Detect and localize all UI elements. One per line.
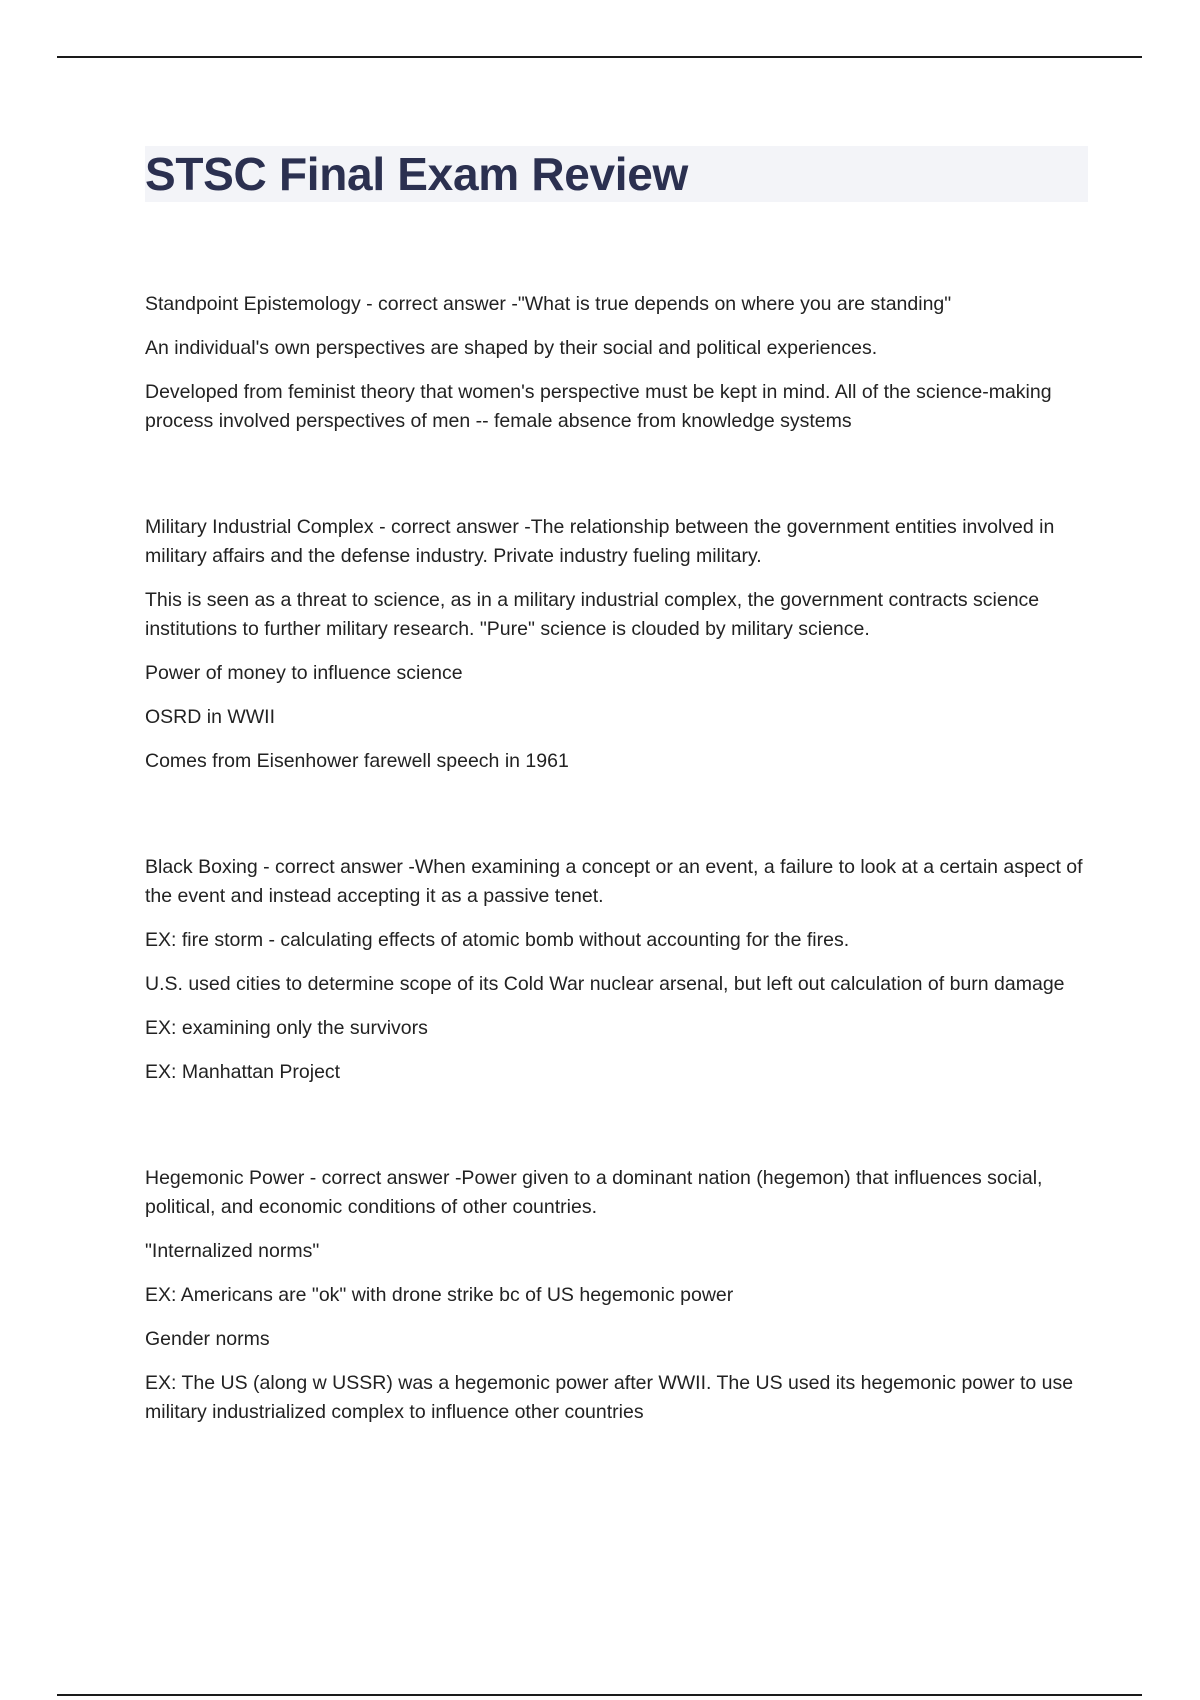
entry-definition: Hegemonic Power - correct answer -Power given to a dominant nation (hegemon) that influences social, political, and economic conditions of other countries. [145, 1167, 1043, 1218]
entry-definition: Black Boxing - correct answer -When examining a concept or an event, a failure to look at a certain aspect of the event and instead accepting it as a passive tenet. [145, 856, 1083, 907]
entry-note: EX: The US (along w USSR) was a hegemonic power after WWII. The US used its hegemonic power to use military industrialized complex to influence other countries [145, 1372, 1074, 1423]
entry-note: Comes from Eisenhower farewell speech in 1961 [145, 750, 569, 772]
entry-military-industrial-complex [145, 513, 1090, 776]
entry-definition: Standpoint Epistemology - correct answer -"What is true depends on where you are standing" [145, 293, 952, 315]
top-rule [57, 56, 1142, 58]
entry-note: EX: Americans are "ok" with drone strike bc of US hegemonic power [145, 1284, 734, 1306]
entry-note: Power of money to influence science [145, 662, 463, 684]
page-title: STSC Final Exam Review [145, 148, 689, 200]
entry-note: U.S. used cities to determine scope of its Cold War nuclear arsenal, but left out calculation of burn damage [145, 973, 1065, 995]
entry-hegemonic-power [145, 1164, 1090, 1427]
entry-note: OSRD in WWII [145, 706, 275, 728]
entry-definition: Military Industrial Complex - correct answer -The relationship between the government entities involved in military affairs and the defense industry. Private industry fueling military. [145, 516, 1055, 567]
entry-note: EX: examining only the survivors [145, 1017, 428, 1039]
entry-note: This is seen as a threat to science, as in a military industrial complex, the government contracts science institutions to further military research. "Pure" science is clouded by military science. [145, 589, 1040, 640]
bottom-rule [57, 1694, 1142, 1696]
entry-standpoint-epistemology [145, 290, 1090, 436]
entry-note: EX: fire storm - calculating effects of atomic bomb without accounting for the fires. [145, 929, 850, 951]
document-body [145, 290, 1090, 1504]
entry-black-boxing [145, 853, 1090, 1087]
entry-note: Gender norms [145, 1328, 270, 1350]
entry-note: EX: Manhattan Project [145, 1061, 341, 1083]
entry-note: An individual's own perspectives are shaped by their social and political experiences. [145, 337, 878, 359]
entry-note: Developed from feminist theory that women's perspective must be kept in mind. All of the science-making process involved perspectives of men -- female absence from knowledge systems [145, 381, 1052, 432]
entry-note: "Internalized norms" [145, 1240, 320, 1262]
